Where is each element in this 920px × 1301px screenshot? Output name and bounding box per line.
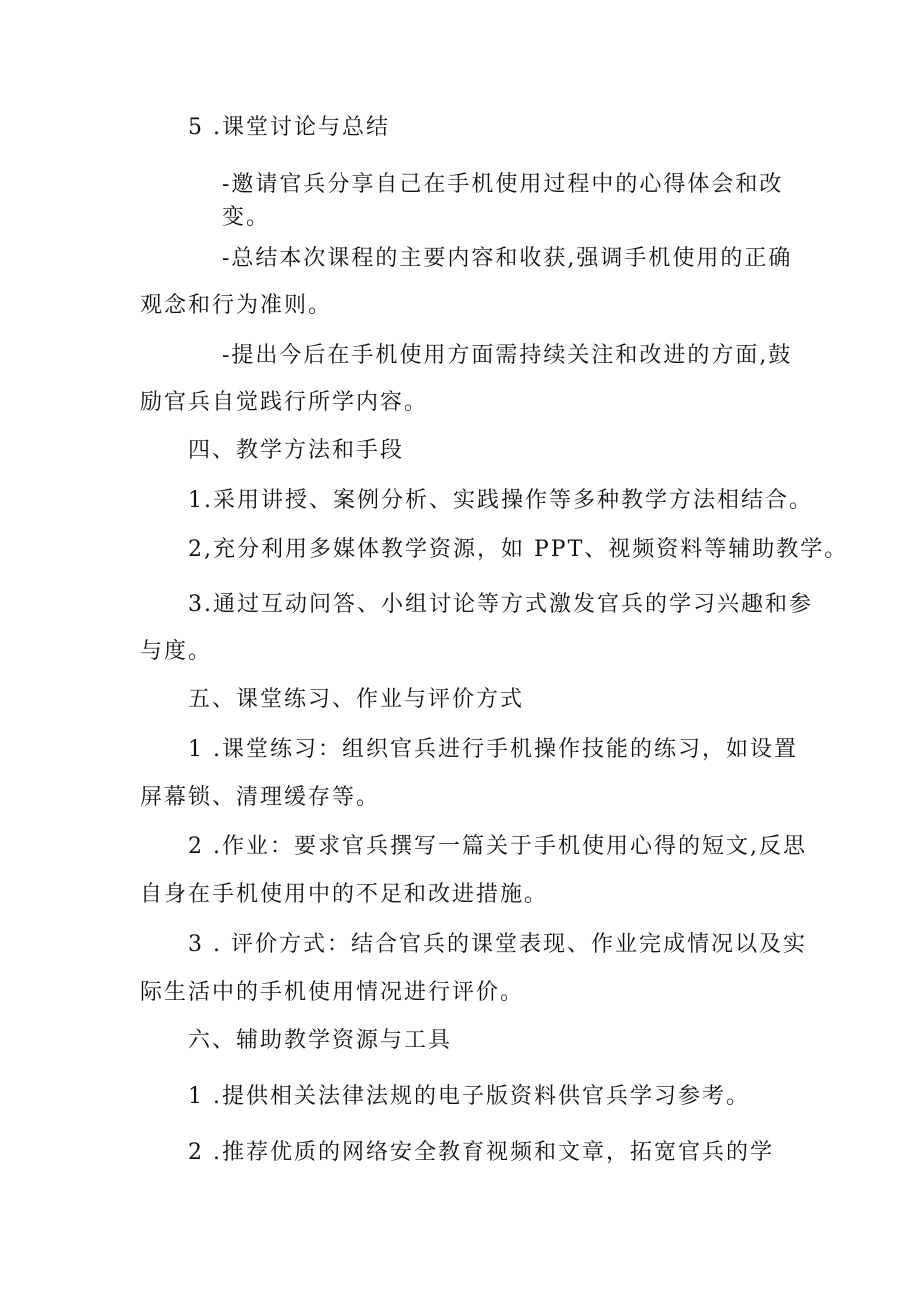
section-4-item-2: 2,充分利用多媒体教学资源，如 PPT、视频资料等辅助教学。: [188, 537, 849, 562]
section-5-item-2b: 自身在手机使用中的不足和改进措施。: [140, 882, 549, 907]
section-5-item-1b: 屏幕锁、清理缓存等。: [140, 785, 381, 810]
section-6-heading: 六、辅助教学资源与工具: [188, 1028, 453, 1053]
item-5-point-2a: -总结本次课程的主要内容和收获,强调手机使用的正确: [222, 246, 793, 271]
section-5-item-3b: 际生活中的手机使用情况进行评价。: [140, 980, 525, 1005]
section-5-item-3a: 3 . 评价方式：结合官兵的课堂表现、作业完成情况以及实: [188, 932, 807, 957]
item-5-point-3b: 励官兵自觉践行所学内容。: [140, 390, 429, 415]
section-6-item-2: 2 .推荐优质的网络安全教育视频和文章，拓宽官兵的学: [188, 1140, 774, 1165]
item-5-point-1b: 变。: [222, 205, 271, 230]
section-6-item-1: 1 .提供相关法律法规的电子版资料供官兵学习参考。: [188, 1084, 750, 1109]
section-5-item-1a: 1 .课堂练习：组织官兵进行手机操作技能的练习，如设置: [188, 737, 798, 762]
item-5-point-3a: -提出今后在手机使用方面需持续关注和改进的方面,鼓: [222, 343, 793, 368]
section-5-item-2a: 2 .作业：要求官兵撰写一篇关于手机使用心得的短文,反思: [188, 834, 807, 859]
section-5-heading: 五、课堂练习、作业与评价方式: [188, 687, 525, 712]
item-5-point-2b: 观念和行为准则。: [140, 293, 333, 318]
section-4-heading: 四、教学方法和手段: [188, 438, 405, 463]
section-4-item-3b: 与度。: [140, 639, 213, 664]
item-5-heading: 5 .课堂讨论与总结: [188, 115, 390, 140]
section-4-item-3a: 3.通过互动问答、小组讨论等方式激发官兵的学习兴趣和参: [188, 592, 813, 617]
section-4-item-1: 1.采用讲授、案例分析、实践操作等多种教学方法相结合。: [188, 488, 813, 513]
item-5-point-1a: -邀请官兵分享自己在手机使用过程中的心得体会和改: [222, 172, 784, 197]
